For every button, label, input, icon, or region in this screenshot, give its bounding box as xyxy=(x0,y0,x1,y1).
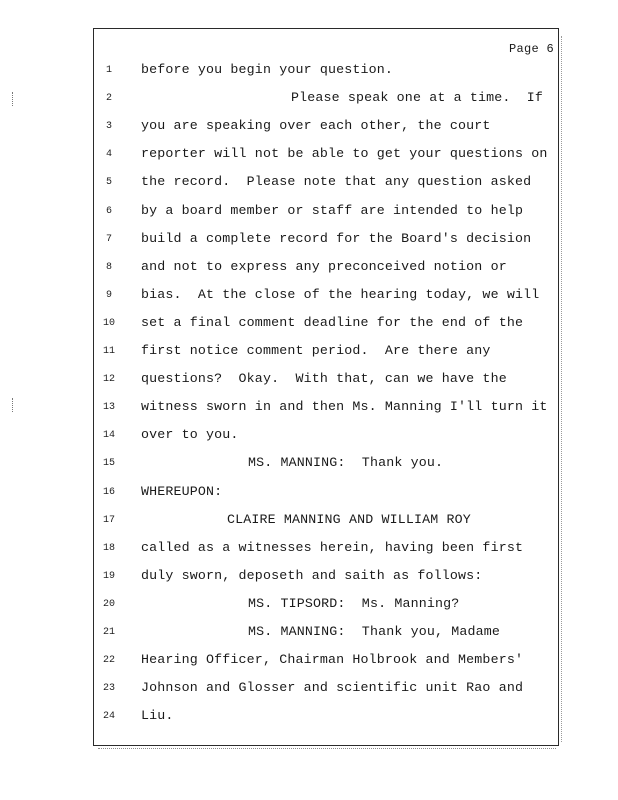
line-number: 13 xyxy=(102,402,115,414)
line-text: Liu. xyxy=(141,708,174,724)
line-number: 9 xyxy=(105,289,112,301)
line-text: over to you. xyxy=(141,427,239,443)
line-text: and not to express any preconceived notion or xyxy=(141,258,507,274)
line-text: CLAIRE MANNING AND WILLIAM ROY xyxy=(227,511,471,527)
transcript-line xyxy=(0,680,618,700)
transcript-line xyxy=(0,540,618,560)
line-number: 24 xyxy=(102,711,115,723)
line-text: set a final comment deadline for the end of the xyxy=(141,314,524,330)
line-text: witness sworn in and then Ms. Manning I'll turn it xyxy=(141,399,548,415)
line-number: 19 xyxy=(102,570,115,582)
line-text: MS. MANNING: Thank you, Madame xyxy=(248,624,501,639)
line-text: first notice comment period. Are there any xyxy=(141,343,491,358)
transcript-line xyxy=(0,62,618,82)
line-number: 2 xyxy=(105,93,112,105)
line-number: 6 xyxy=(105,205,112,217)
transcript-line xyxy=(0,512,618,532)
line-text: Please speak one at a time. If xyxy=(291,90,544,106)
line-text: MS. TIPSORD: Ms. Manning? xyxy=(248,595,460,611)
page-edge-bottom xyxy=(98,748,556,751)
line-text: bias. At the close of the hearing today, we will xyxy=(141,286,540,302)
line-number: 17 xyxy=(102,514,115,526)
line-number: 22 xyxy=(102,655,115,667)
line-number: 15 xyxy=(102,458,115,470)
transcript-line xyxy=(0,174,618,194)
transcript-line xyxy=(0,146,618,166)
line-text: build a complete record for the Board's decision xyxy=(141,230,532,246)
line-text: Hearing Officer, Chairman Holbrook and Members' xyxy=(141,652,524,668)
line-text: questions? Okay. With that, can we have the xyxy=(141,371,507,387)
line-number: 20 xyxy=(102,598,115,610)
line-number: 23 xyxy=(102,683,115,695)
line-number: 7 xyxy=(105,233,112,245)
line-text: Johnson and Glosser and scientific unit Rao and xyxy=(141,680,524,696)
transcript-line xyxy=(0,427,618,447)
line-number: 11 xyxy=(102,346,115,357)
line-number: 4 xyxy=(105,149,112,161)
transcript-line xyxy=(0,624,618,644)
line-text: before you begin your question. xyxy=(141,62,394,77)
line-number: 14 xyxy=(102,430,115,442)
line-text: the record. Please note that any question asked xyxy=(141,174,532,190)
transcript-line xyxy=(0,455,618,475)
line-number: 12 xyxy=(102,374,115,386)
line-text: called as a witnesses herein, having been first xyxy=(141,539,524,555)
transcript-line xyxy=(0,652,618,672)
transcript-line xyxy=(0,568,618,588)
transcript-line xyxy=(0,315,618,335)
line-number: 16 xyxy=(102,486,115,498)
transcript-line xyxy=(0,708,618,728)
transcript-line xyxy=(0,399,618,419)
transcript-line xyxy=(0,203,618,223)
transcript-line xyxy=(0,231,618,251)
line-number: 8 xyxy=(105,261,112,273)
transcript-line xyxy=(0,259,618,279)
line-text: by a board member or staff are intended to help xyxy=(141,202,524,218)
line-number: 5 xyxy=(105,177,112,189)
page-number: Page 6 xyxy=(508,42,554,56)
line-number: 21 xyxy=(102,627,115,638)
line-text: duly sworn, deposeth and saith as follows: xyxy=(141,567,483,583)
line-number: 10 xyxy=(102,317,115,329)
transcript-line xyxy=(0,371,618,391)
line-number: 18 xyxy=(102,542,115,554)
line-number: 3 xyxy=(105,121,112,133)
line-number: 1 xyxy=(105,65,112,76)
transcript-line xyxy=(0,90,618,110)
transcript-line xyxy=(0,343,618,363)
transcript-line xyxy=(0,287,618,307)
transcript-line xyxy=(0,484,618,504)
line-text: MS. MANNING: Thank you. xyxy=(248,455,444,471)
transcript-line xyxy=(0,596,618,616)
line-text: WHEREUPON: xyxy=(141,483,223,499)
line-text: you are speaking over each other, the court xyxy=(141,118,491,134)
line-text: reporter will not be able to get your questions on xyxy=(141,146,548,162)
transcript-line xyxy=(0,118,618,138)
